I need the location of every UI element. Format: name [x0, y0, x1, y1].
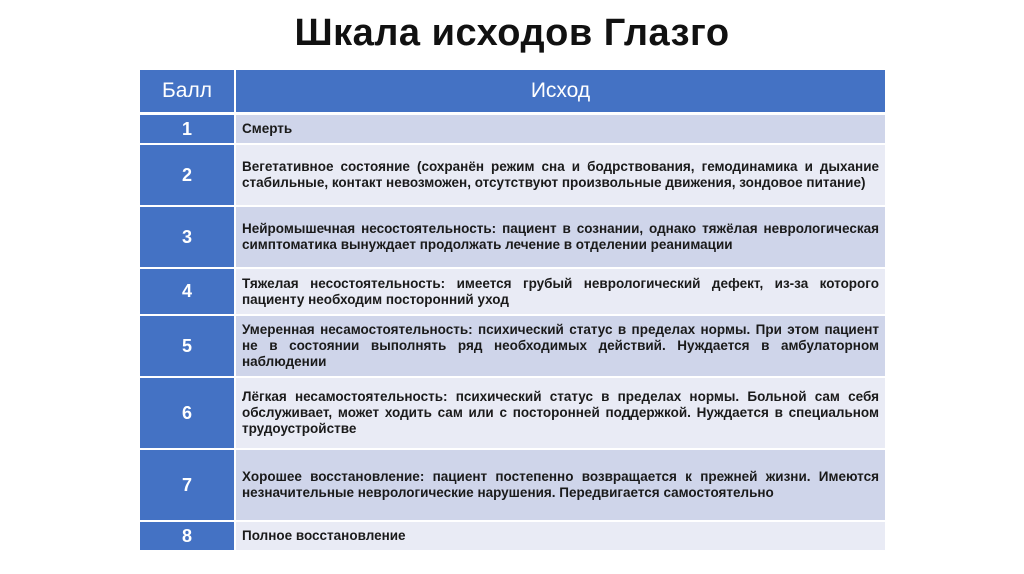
outcome-cell: Лёгкая несамостоятельность: психический статус в пределах нормы. Больной сам себя обслуживает, может ходить сам или с посторонней поддержкой. Нуждается в специальном трудоустройстве [236, 378, 885, 450]
table-row [140, 450, 885, 522]
outcome-cell: Смерть [236, 115, 885, 145]
outcome-cell: Умеренная несамостоятельность: психический статус в пределах нормы. При этом пациент не в состоянии выполнять ряд необходимых действий. Нуждается в амбулаторном наблюдении [236, 316, 885, 378]
table-header-row [140, 70, 885, 115]
score-cell: 5 [140, 316, 236, 378]
score-cell: 3 [140, 207, 236, 269]
score-cell: 6 [140, 378, 236, 450]
outcome-cell: Полное восстановление [236, 522, 885, 552]
header-score: Балл [140, 70, 236, 115]
table-row [140, 145, 885, 207]
page-title: Шкала исходов Глазго [294, 12, 730, 54]
table-row [140, 115, 885, 145]
glasgow-outcome-table [140, 70, 885, 552]
table-row [140, 378, 885, 450]
score-cell: 1 [140, 115, 236, 145]
outcome-cell: Нейромышечная несостоятельность: пациент в сознании, однако тяжёлая неврологическая симптоматика вынуждает продолжать лечение в отделении реанимации [236, 207, 885, 269]
score-cell: 2 [140, 145, 236, 207]
table-row [140, 522, 885, 552]
score-cell: 4 [140, 269, 236, 316]
outcome-cell: Тяжелая несостоятельность: имеется грубый неврологический дефект, из-за которого пациенту необходим посторонний уход [236, 269, 885, 316]
table-row [140, 207, 885, 269]
outcome-cell: Хорошее восстановление: пациент постепенно возвращается к прежней жизни. Имеются незначительные неврологические нарушения. Передвигается самостоятельно [236, 450, 885, 522]
table-row [140, 316, 885, 378]
score-cell: 7 [140, 450, 236, 522]
table-row [140, 269, 885, 316]
header-outcome: Исход [236, 70, 885, 115]
outcome-cell: Вегетативное состояние (сохранён режим сна и бодрствования, гемодинамика и дыхание стабильные, контакт невозможен, отсутствуют произвольные движения, зондовое питание) [236, 145, 885, 207]
score-cell: 8 [140, 522, 236, 552]
